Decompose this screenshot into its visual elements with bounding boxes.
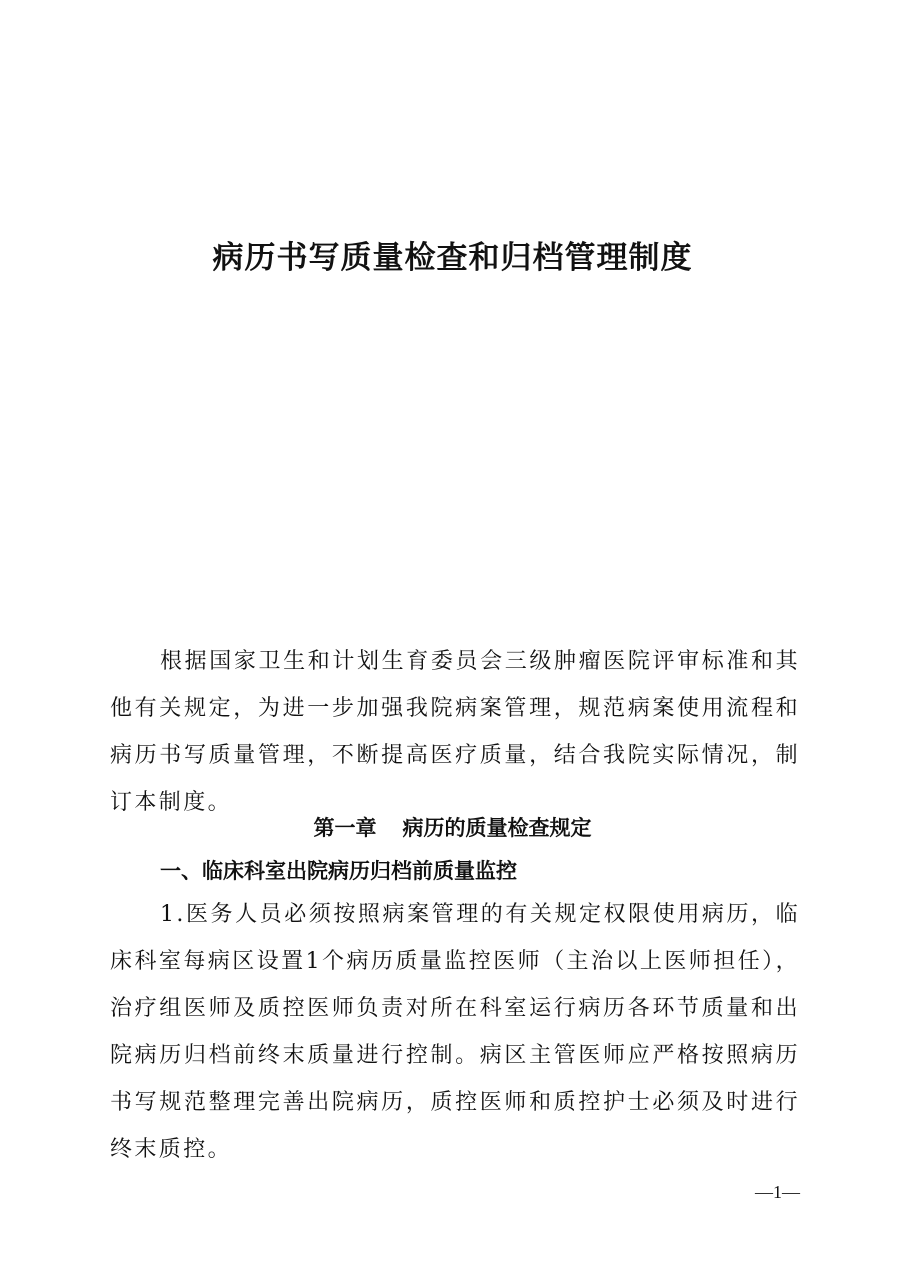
page-number: —1— [755, 1182, 800, 1202]
chapter-name: 病历的质量检查规定 [402, 816, 592, 840]
paragraph-1: 1.医务人员必须按照病案管理的有关规定权限使用病历，临床科室每病区设置1个病历质量监控医师（主治以上医师担任），治疗组医师及质控医师负责对所在科室运行病历各环节质量和出院病历归档前终末质量进行控制。病区主管医师应严格按照病历书写规范整理完善出院病历，质控医师和质控护士必须及时进行终末质控。 [110, 902, 800, 1162]
intro-paragraph: 根据国家卫生和计划生育委员会三级肿瘤医院评审标准和其他有关规定，为进一步加强我院病案管理，规范病案使用流程和病历书写质量管理，不断提高医疗质量，结合我院实际情况，制订本制度。 [110, 649, 800, 815]
document-title: 病历书写质量检查和归档管理制度 [212, 240, 693, 276]
section-heading: 一、临床科室出院病历归档前质量监控 [160, 859, 517, 883]
chapter-number: 第一章 [313, 816, 377, 840]
chapter-heading [0, 808, 905, 848]
